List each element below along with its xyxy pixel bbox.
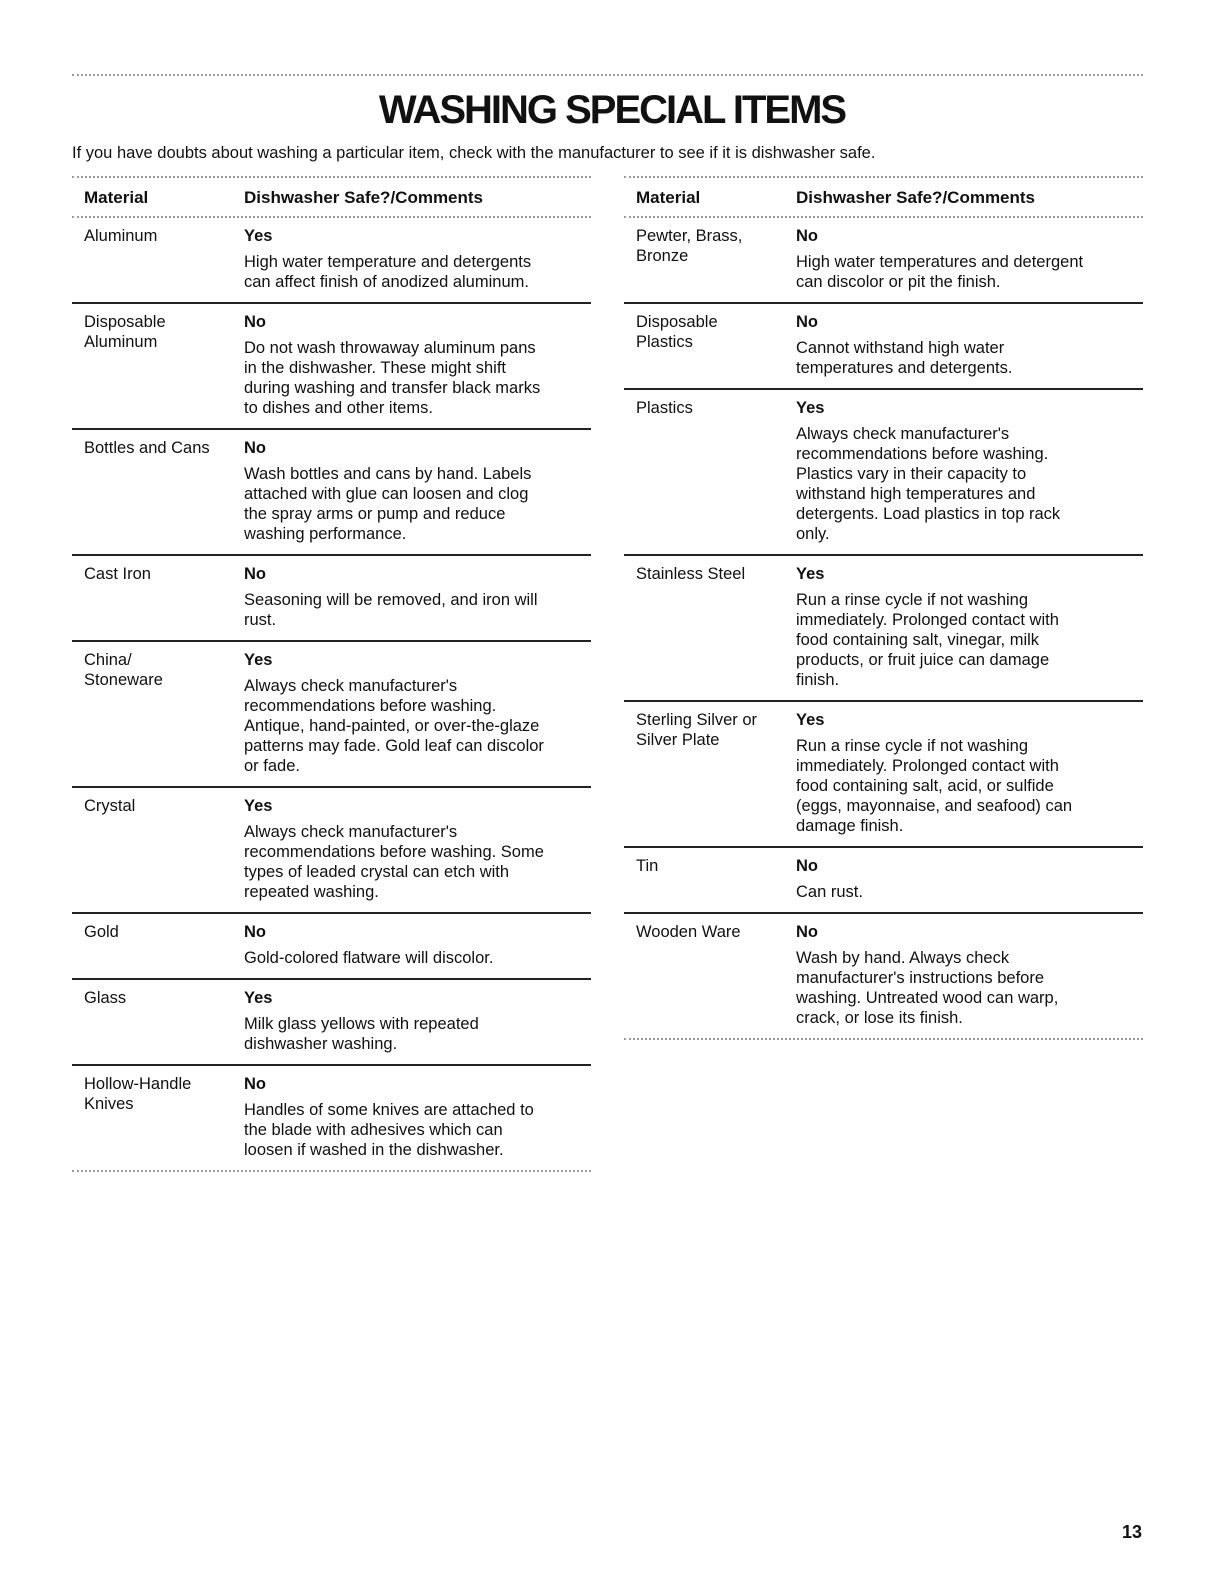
material-cell: Sterling Silver or Silver Plate (636, 711, 758, 749)
comment-text: Wash bottles and cans by hand. Labels attached with glue can loosen and clog the spray arms or pump and reduce washing performance. (244, 465, 532, 543)
comment-text: Run a rinse cycle if not washing immediately. Prolonged contact with food containing salt, vinegar, milk products, or fruit juice can damage finish. (796, 591, 1059, 689)
comment-text: High water temperature and detergents can affect finish of anodized aluminum. (244, 253, 532, 291)
safe-verdict: No (796, 313, 818, 331)
comment-text: Run a rinse cycle if not washing immediately. Prolonged contact with food containing salt, acid, or sulfide (eggs, mayonnaise, and seafood) can damage finish. (796, 737, 1073, 835)
material-cell: Cast Iron (84, 565, 151, 583)
safe-verdict: No (244, 439, 266, 457)
material-cell: China/ Stoneware (84, 651, 163, 689)
safe-verdict: Yes (244, 989, 273, 1007)
page-title: WASHING SPECIAL ITEMS (378, 88, 846, 132)
material-cell: Gold (84, 923, 119, 941)
comment-text: Always check manufacturer's recommendations before washing. Plastics vary in their capacity to withstand high temperatures and detergents. Load plastics in top rack only. (796, 425, 1061, 543)
safe-verdict: Yes (796, 399, 825, 417)
table-row (72, 912, 591, 978)
table-row (624, 912, 1143, 1038)
safe-verdict: No (796, 857, 818, 875)
materials-table-left (72, 176, 591, 1172)
safe-verdict: No (796, 227, 818, 245)
top-divider (72, 74, 1143, 76)
material-cell: Bottles and Cans (84, 439, 210, 457)
safe-verdict: No (244, 1075, 266, 1093)
materials-table-right (624, 176, 1143, 1040)
safe-verdict: No (244, 923, 266, 941)
material-cell: Stainless Steel (636, 565, 746, 583)
safe-verdict: No (244, 565, 266, 583)
table-row (624, 388, 1143, 554)
table-row (624, 302, 1143, 388)
table-row (72, 218, 591, 302)
table-header (624, 178, 1143, 216)
comment-text: Milk glass yellows with repeated dishwasher washing. (244, 1015, 479, 1053)
material-cell: Plastics (636, 399, 693, 417)
table-bottom-divider (624, 1038, 1143, 1040)
table-bottom-divider (72, 1170, 591, 1172)
material-cell: Glass (84, 989, 127, 1007)
table-row (72, 1064, 591, 1170)
material-cell: Pewter, Brass, Bronze (636, 227, 743, 265)
comment-text: Gold-colored flatware will discolor. (244, 949, 494, 967)
comments-header: Dishwasher Safe?/Comments (244, 188, 484, 207)
comments-header: Dishwasher Safe?/Comments (796, 188, 1036, 207)
comment-text: High water temperatures and detergent can discolor or pit the finish. (796, 253, 1084, 291)
table-row (72, 302, 591, 428)
material-cell: Wooden Ware (636, 923, 741, 941)
table-row (72, 786, 591, 912)
table-row (624, 554, 1143, 700)
comment-text: Always check manufacturer's recommendations before washing. Some types of leaded crystal can etch with repeated washing. (244, 823, 544, 901)
page-number: 13 (1121, 1522, 1142, 1542)
comment-text: Wash by hand. Always check manufacturer's instructions before washing. Untreated wood can warp, crack, or lose its finish. (796, 949, 1059, 1027)
comment-text: Do not wash throwaway aluminum pans in the dishwasher. These might shift during washing and transfer black marks to dishes and other items. (244, 339, 541, 417)
table-row (72, 978, 591, 1064)
material-cell: Tin (636, 857, 659, 875)
table-row (72, 428, 591, 554)
safe-verdict: Yes (244, 651, 273, 669)
comment-text: Seasoning will be removed, and iron will rust. (244, 591, 538, 629)
material-cell: Aluminum (84, 227, 158, 245)
table-row (72, 640, 591, 786)
table-row (624, 700, 1143, 846)
material-cell: Disposable Aluminum (84, 313, 166, 351)
safe-verdict: Yes (796, 565, 825, 583)
table-header (72, 178, 591, 216)
safe-verdict: Yes (244, 797, 273, 815)
material-cell: Hollow-Handle Knives (84, 1075, 192, 1113)
material-cell: Disposable Plastics (636, 313, 718, 351)
table-row (624, 846, 1143, 912)
safe-verdict: Yes (796, 711, 825, 729)
comment-text: Can rust. (796, 883, 863, 901)
safe-verdict: Yes (244, 227, 273, 245)
safe-verdict: No (244, 313, 266, 331)
comment-text: Always check manufacturer's recommendations before washing. Antique, hand-painted, or over-the-glaze patterns may fade. Gold leaf can discolor or fade. (244, 677, 544, 775)
safe-verdict: No (796, 923, 818, 941)
material-header: Material (636, 188, 701, 207)
table-row (624, 218, 1143, 302)
comment-text: Handles of some knives are attached to the blade with adhesives which can loosen if washed in the dishwasher. (244, 1101, 534, 1159)
material-cell: Crystal (84, 797, 136, 815)
material-header: Material (84, 188, 149, 207)
intro-text: If you have doubts about washing a particular item, check with the manufacturer to see if it is dishwasher safe. (72, 144, 876, 162)
table-row (72, 554, 591, 640)
comment-text: Cannot withstand high water temperatures and detergents. (796, 339, 1013, 377)
